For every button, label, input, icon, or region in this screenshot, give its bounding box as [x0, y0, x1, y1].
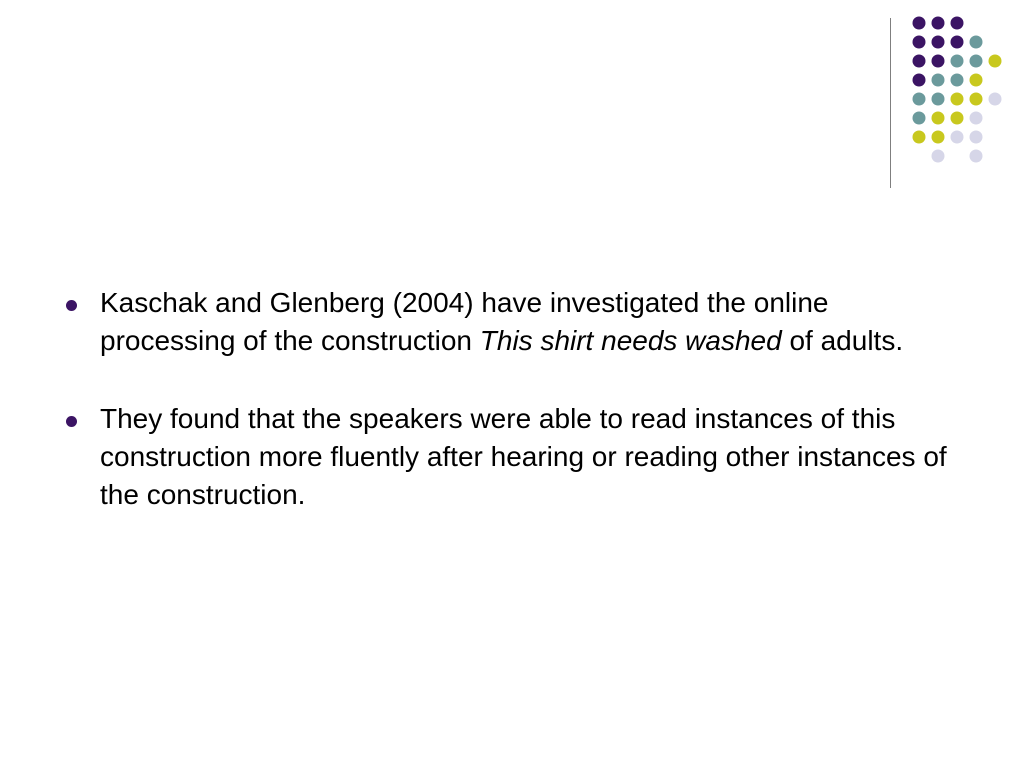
decorative-dot: [932, 131, 945, 144]
decorative-dot: [970, 112, 983, 125]
decorative-dot: [951, 36, 964, 49]
decorative-dot: [932, 36, 945, 49]
decorative-dot: [970, 150, 983, 163]
decorative-dot: [970, 74, 983, 87]
decorative-dot: [970, 131, 983, 144]
decorative-dot: [951, 17, 964, 30]
bullet-dot-icon: [66, 300, 77, 311]
decorative-dot: [951, 55, 964, 68]
decorative-dot: [913, 74, 926, 87]
bullet-1-text-end: of adults.: [781, 325, 904, 356]
decorative-dot: [913, 112, 926, 125]
decorative-dot: [932, 112, 945, 125]
decorative-dot: [913, 131, 926, 144]
decorative-dot: [989, 55, 1002, 68]
decorative-dot: [970, 93, 983, 106]
decorative-dot: [932, 55, 945, 68]
bullet-2-text: They found that the speakers were able to read instances of this construction more fluently after hearing or reading other instances of the construction.: [100, 403, 947, 510]
decorative-dot: [913, 55, 926, 68]
decorative-dot: [932, 74, 945, 87]
bullet-item-2: [62, 400, 962, 514]
decorative-dot: [951, 74, 964, 87]
bullet-list: [62, 284, 962, 514]
decorative-dot: [932, 150, 945, 163]
decorative-dot: [913, 17, 926, 30]
decorative-dot: [913, 36, 926, 49]
bullet-dot-icon: [66, 416, 77, 427]
decorative-dot: [951, 93, 964, 106]
decorative-dot: [951, 131, 964, 144]
decorative-dot: [970, 55, 983, 68]
divider-line: [890, 18, 891, 188]
bullet-1-italic: This shirt needs washed: [479, 325, 782, 356]
decorative-dot: [932, 93, 945, 106]
decorative-dot: [913, 93, 926, 106]
dot-grid-decoration: [0, 0, 1024, 200]
bullet-item-1: [62, 284, 962, 360]
decorative-dot: [989, 93, 1002, 106]
decorative-dot: [951, 112, 964, 125]
decorative-dot: [932, 17, 945, 30]
decorative-dot: [970, 36, 983, 49]
bullet-1-text: Kaschak and Glenberg (2004) have investigated the online processing of the construction: [100, 287, 829, 356]
